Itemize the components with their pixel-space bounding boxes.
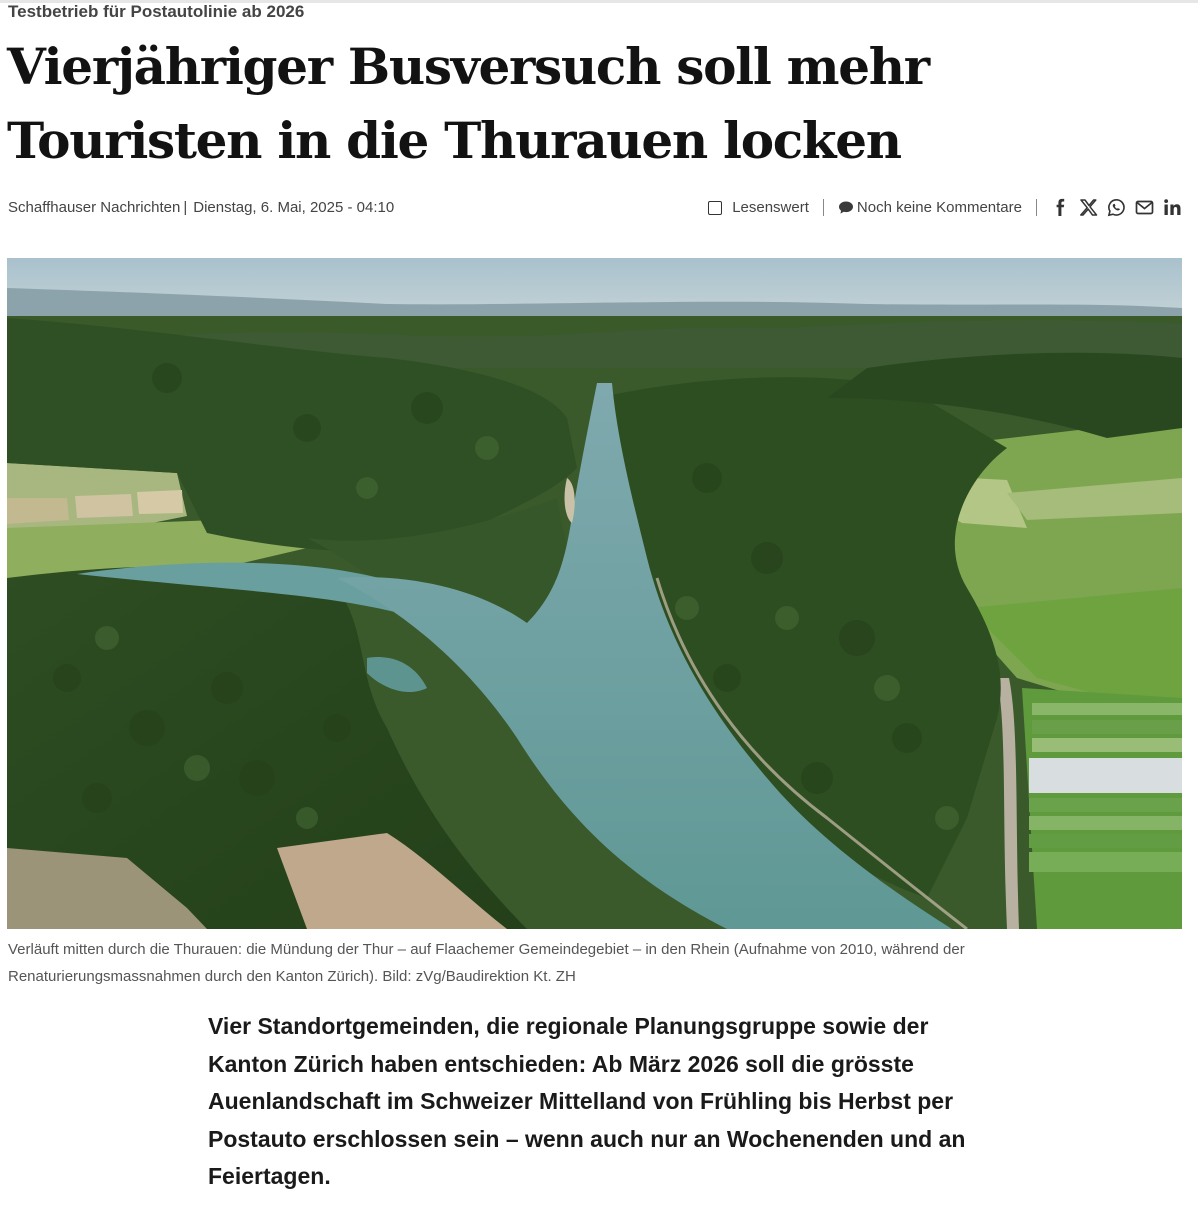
x-icon[interactable] (1079, 198, 1098, 217)
article-headline: Vierjähriger Busversuch soll mehr Touristen in die Thurauen locken (7, 37, 929, 170)
linkedin-icon[interactable] (1163, 198, 1182, 217)
aerial-landscape-image (7, 258, 1182, 929)
bookmark-label: Lesenswert (732, 199, 809, 216)
bookmark-checkbox[interactable] (708, 201, 722, 215)
article-kicker: Testbetrieb für Postautolinie ab 2026 (8, 2, 305, 21)
article-actions (708, 198, 1182, 217)
lesenswert-button[interactable] (708, 199, 809, 216)
article-image[interactable] (7, 258, 1182, 929)
byline-separator: | (183, 199, 188, 216)
publish-date: Dienstag, 6. Mai, 2025 - 04:10 (193, 199, 395, 216)
comments-link[interactable] (838, 199, 1022, 216)
article-lead: Vier Standortgemeinden, die regionale Planungsgruppe sowie der Kanton Zürich haben entschieden: Ab März 2026 soll die grösste Auenlandschaft im Schweizer Mittelland von Frühling bis Herbst per Postauto erschlossen sein – wenn auch nur an Wochenenden und an Feiertagen. (208, 1013, 966, 1189)
article-meta-bar (8, 199, 1182, 219)
whatsapp-icon[interactable] (1107, 198, 1126, 217)
byline (8, 199, 394, 216)
facebook-icon[interactable] (1051, 198, 1070, 217)
share-buttons (1051, 198, 1182, 217)
divider (823, 199, 824, 216)
mail-icon[interactable] (1135, 198, 1154, 217)
comment-icon (838, 200, 854, 215)
comments-label: Noch keine Kommentare (856, 199, 1022, 216)
source-name[interactable]: Schaffhauser Nachrichten (8, 199, 181, 216)
divider (1036, 199, 1037, 216)
image-caption: Verläuft mitten durch die Thurauen: die Mündung der Thur – auf Flaachemer Gemeindegebiet – in den Rhein (Aufnahme von 2010, während der Renaturierungsmassnahmen durch den Kanton Zürich). Bild: zVg/Baudirektion Kt. ZH (8, 941, 965, 985)
